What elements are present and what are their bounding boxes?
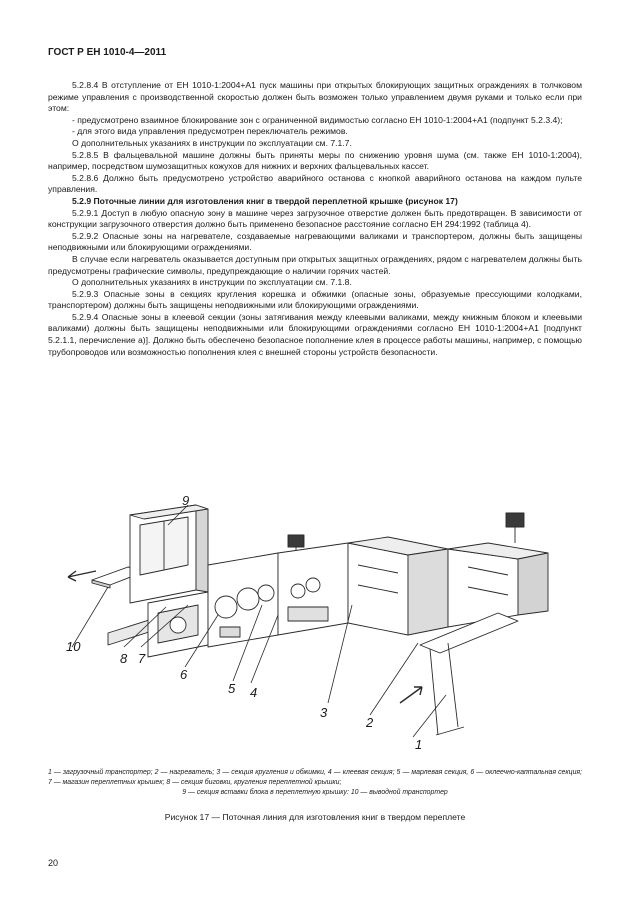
callout-label: 4	[250, 685, 258, 700]
body-text	[48, 80, 582, 358]
paragraph: - для этого вида управления предусмотрен переключатель режимов.	[72, 126, 348, 137]
paragraph: В случае если нагреватель оказывается доступным при открытых защитных ограждениях, рядом с нагревателем должны быть предусмотрены графические символы, предупреждающие о наличии горячих частей.	[48, 253, 582, 276]
figure-title: Рисунок 17 — Поточная линия для изготовления книг в твердом переплете	[164, 812, 466, 822]
callout-label: 8	[120, 651, 128, 666]
paragraph: 5.2.9.2 Опасные зоны на нагревателе, создаваемые нагревающими валиками и транспортером, должны быть защищены неподвижными или блокирующими ограждениями.	[48, 230, 582, 253]
paragraph: 5.2.8.4 В отступление от ЕН 1010-1:2004+А1 пуск машины при открытых блокирующих защитных ограждениях в толчковом режиме управления с производственной скоростью должен быть возможен только управлением двумя руками и только если при этом:	[48, 80, 582, 114]
callout-label: 5	[228, 681, 236, 696]
paragraph: 5.2.8.6 Должно быть предусмотрено устройство аварийного останова с кнопкой аварийного останова на каждом пульте управления.	[48, 172, 582, 195]
paragraph: 5.2.9.3 Опасные зоны в секциях кругления корешка и обжимки (опасные зоны, образуемые прессующими колодками, транспортером) должны быть защищены неподвижными или блокирующими ограждениями.	[48, 288, 582, 311]
paragraph: 5.2.9.1 Доступ в любую опасную зону в машине через загрузочное отверстие должен быть предотвращен. В зависимости от конструкции загрузочного отверстия должно быть применено безопасное расстояние согласно ЕН 294:1992 (таблица 4).	[48, 207, 582, 230]
callout-label: 7	[138, 651, 146, 666]
paragraph: 5.2.8.5 В фальцевальной машине должны быть приняты меры по снижению уровня шума (см. также ЕН 1010-1:2004), например, посредством шумозащитных кожухов для нижних и верхних фальцевальных кассет.	[48, 149, 582, 172]
figure-17	[48, 495, 582, 763]
document-header: ГОСТ Р ЕН 1010-4—2011	[48, 47, 167, 58]
paragraph: О дополнительных указаниях в инструкции по эксплуатации см. 7.1.8.	[72, 277, 352, 288]
callout-label: 6	[180, 667, 188, 682]
figure-legend	[48, 768, 582, 798]
legend-line: 9 — секция вставки блока в переплетную крышку: 10 — выводной транспортер	[182, 789, 448, 796]
callout-label: 9	[182, 495, 190, 508]
callout-label: 1	[415, 737, 423, 752]
section-heading: 5.2.9 Поточные линии для изготовления книг в твердой переплетной крышке (рисунок 17)	[72, 195, 458, 206]
paragraph: 5.2.9.4 Опасные зоны в клеевой секции (зоны затягивания между клеевыми валиками, между книжным блоком и клеевыми валиками) должны быть защищены неподвижными или блокирующими ограждениями согласно ЕН 1010-1:2004+А1 [подпункт 5.2.1.1, перечисление а)]. Должно быть обеспечено безопасное пополнение клея в процессе работы машины, например, с помощью трубопроводов или возможностью пополнения клея с внешней стороны устройств безопасности.	[48, 311, 582, 357]
paragraph: - предусмотрено взаимное блокирование зон с ограниченной видимостью согласно ЕН 1010-1:2004+А1 (подпункт 5.2.3.4);	[72, 114, 563, 125]
callout-label: 2	[366, 715, 374, 730]
paragraph: О дополнительных указаниях в инструкции по эксплуатации см. 7.1.7.	[72, 137, 352, 148]
callout-label: 10	[66, 639, 81, 654]
production-line-drawing	[48, 495, 582, 763]
page-number: 20	[48, 858, 59, 868]
callout-label: 3	[320, 705, 328, 720]
legend-line: 1 — загрузочный транспортер; 2 — нагреватель; 3 — секция кругления и обжимки, 4 — клеевая секция; 5 — марлевая секция, 6 — оклеечно-каптальная секция; 7 — магазин переплетных крышек; 8 — секция биговки, кругления переплетной крышки;	[48, 769, 582, 786]
